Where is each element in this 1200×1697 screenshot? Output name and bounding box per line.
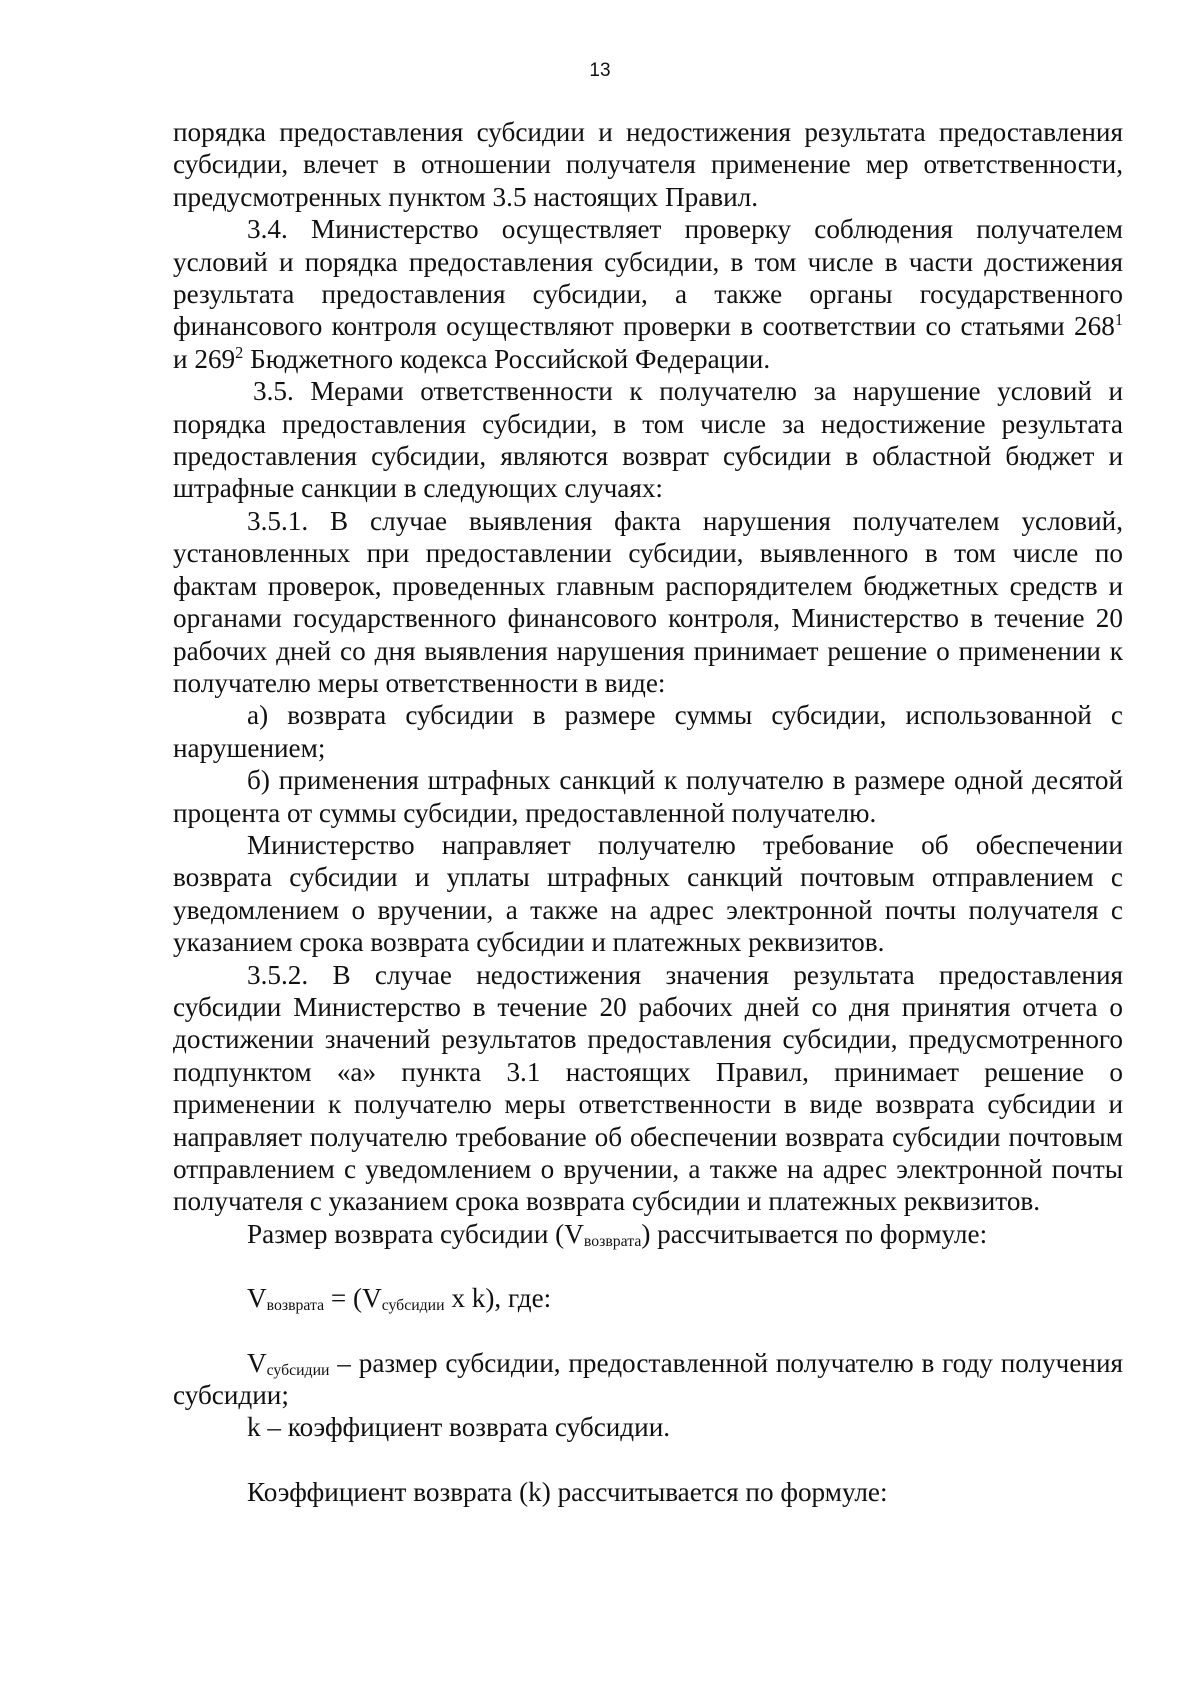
formula-v: V xyxy=(247,1283,267,1314)
definition-v-subsidy xyxy=(173,1347,1123,1412)
spacer xyxy=(173,1444,1123,1476)
return-formula xyxy=(173,1282,1123,1314)
paragraph-3-5-1: 3.5.1. В случае выявления факта нарушения получателем условий, установленных при предоставлении субсидии, выявленного в том числе по фактам проверок, проведенных главным распорядителем бюджетных средств и органами государственного финансового контроля, Министерство в течение 20 рабочих дней со дня выявления нарушения принимает решение о применении к получателю меры ответственности в виде: xyxy=(173,505,1123,698)
spacer xyxy=(173,1315,1123,1347)
paragraph-3-5-2: 3.5.2. В случае недостижения значения результата предоставления субсидии Министерство в течение 20 рабочих дней со дня принятия отчета о достижении значений результатов предоставления субсидии, предусмотренного подпунктом «а» пункта 3.1 настоящих Правил, принимает решение о применении к получателю меры ответственности в виде возврата субсидии и направляет получателю требование об обеспечении возврата субсидии почтовым отправлением с уведомлением о вручении, а также на адрес электронной почты получателя с указанием срока возврата субсидии и платежных реквизитов. xyxy=(173,959,1123,1217)
return-size-text-start: Размер возврата субсидии (V xyxy=(247,1218,584,1249)
formula-subscript-subsidy: субсидии xyxy=(381,1297,445,1315)
paragraph-3-4 xyxy=(173,213,1123,375)
paragraph-requirement: Министерство направляет получателю требование об обеспечении возврата субсидии и уплаты штрафных санкций почтовым отправлением с уведомлением о вручении, а также на адрес электронной почты получателя с указанием срока возврата субсидии и платежных реквизитов. xyxy=(173,829,1123,958)
formula-mid: = (V xyxy=(324,1283,382,1314)
definition-text: – размер субсидии, предоставленной получателю в году получения субсидии; xyxy=(173,1347,1123,1411)
document-body xyxy=(173,116,1123,1508)
paragraph-3-4-text: 3.4. Министерство осуществляет проверку соблюдения получателем условий и порядка предоставления субсидии, в том числе в части достижения результата предоставления субсидии, а также органы государственного финансового контроля осуществляют проверки в соответствии со статьями 268 xyxy=(173,214,1123,342)
formula-end: x k), где: xyxy=(444,1283,552,1314)
paragraph-3-5: 3.5. Мерами ответственности к получателю за нарушение условий и порядка предоставления субсидии, в том числе за недостижение результата предоставления субсидии, являются возврат субсидии в областной бюджет и штрафные санкции в следующих случаях: xyxy=(173,376,1123,504)
paragraph-continuation: порядка предоставления субсидии и недостижения результата предоставления субсидии, влечет в отношении получателя применение мер ответственности, предусмотренных пунктом 3.5 настоящих Правил. xyxy=(173,117,1123,212)
return-size-text-end: ) рассчитывается по формуле: xyxy=(641,1218,988,1249)
formula-subscript-return: возврата xyxy=(266,1297,325,1315)
paragraph-3-4-mid: и 269 xyxy=(173,343,236,374)
item-b: б) применения штрафных санкций к получателю в размере одной десятой процента от суммы субсидии, предоставленной получателю. xyxy=(173,765,1123,828)
definition-subscript: субсидии xyxy=(266,1361,330,1379)
spacer xyxy=(173,1250,1123,1282)
paragraph-3-4-end: Бюджетного кодекса Российской Федерации. xyxy=(243,343,771,374)
paragraph-coefficient: Коэффициент возврата (k) рассчитывается по формуле: xyxy=(247,1476,888,1507)
definition-k: k – коэффициент возврата субсидии. xyxy=(247,1412,671,1443)
definition-v: V xyxy=(247,1347,267,1378)
page-number: 13 xyxy=(589,60,611,81)
paragraph-return-size xyxy=(173,1218,1123,1250)
superscript-2: 2 xyxy=(235,342,244,362)
return-size-subscript: возврата xyxy=(583,1232,642,1250)
superscript-1: 1 xyxy=(1114,310,1123,330)
item-a: а) возврата субсидии в размере суммы субсидии, использованной с нарушением; xyxy=(173,700,1123,763)
